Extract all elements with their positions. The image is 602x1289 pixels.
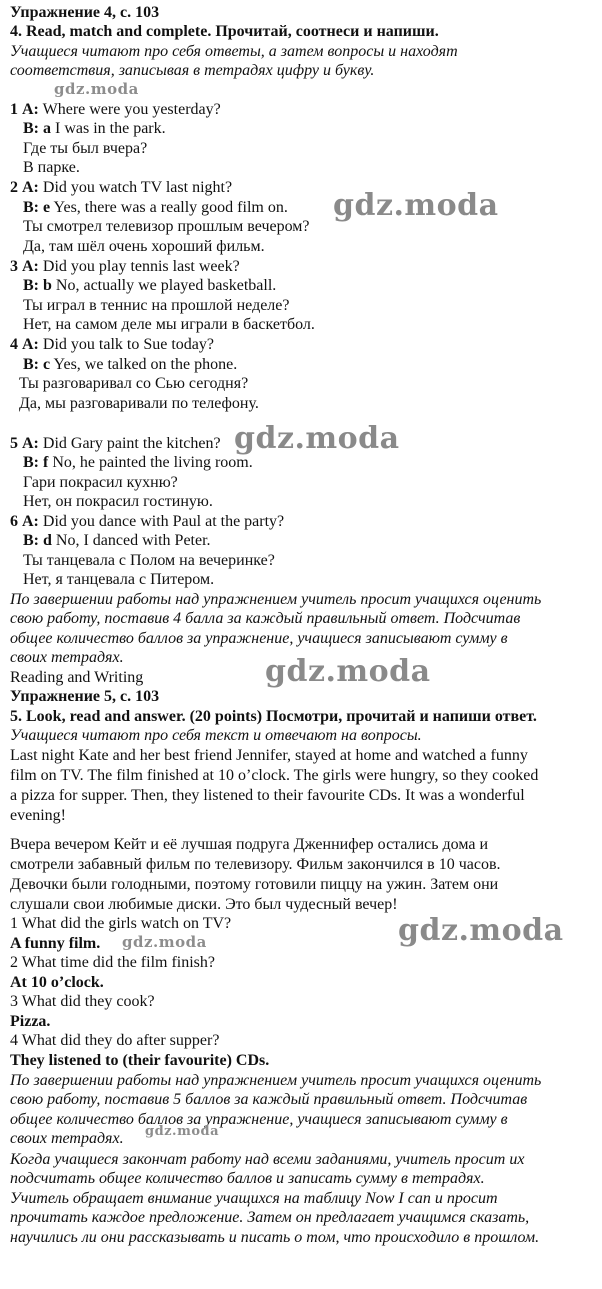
watermark: gdz.moda <box>234 421 400 456</box>
ex5-closing-line-4: своих тетрадях. <box>10 1130 124 1147</box>
ex5-closing-line-3: общее количество баллов за упражнение, учащиеся записывают сумму в <box>10 1111 508 1128</box>
section-title: Reading and Writing <box>10 669 144 686</box>
ex4-closing-line-2: свою работу, поставив 4 балла за каждый правильный ответ. Подсчитав <box>10 610 521 627</box>
question-text: Where were you yesterday? <box>42 101 221 118</box>
answer-letter: d <box>43 532 52 549</box>
item-number: 1 <box>10 101 18 118</box>
final-line-2: подсчитать общее количество баллов и записать сумму в тетрадях. <box>10 1170 485 1187</box>
item-1-answer: B: a I was in the park. <box>23 120 166 137</box>
ex4-closing-line-3: общее количество баллов за упражнение, учащиеся записывают сумму в <box>10 630 508 647</box>
ex5-closing-line-2: свою работу, поставив 5 баллов за каждый правильный ответ. Подсчитав <box>10 1091 528 1108</box>
item-3-question-ru: Ты играл в теннис на прошлой неделе? <box>23 297 290 314</box>
ex4-closing-line-1: По завершении работы над упражнением учитель просит учащихся оценить <box>10 591 542 608</box>
item-4-answer: B: c Yes, we talked on the phone. <box>23 356 238 373</box>
item-6-answer-ru: Нет, я танцевала с Питером. <box>23 571 215 588</box>
qa-question-4: 4 What did they do after supper? <box>10 1032 220 1049</box>
final-line-1: Когда учащиеся закончат работу над всеми заданиями, учитель просит их <box>10 1151 525 1168</box>
question-text: Did you watch TV last night? <box>42 179 233 196</box>
watermark: gdz.moda <box>122 933 207 951</box>
item-4-question-ru: Ты разговаривал со Сью сегодня? <box>19 375 249 392</box>
qa-answer-4: They listened to (their favourite) CDs. <box>10 1052 270 1069</box>
answer-text: Yes, we talked on the phone. <box>53 356 238 373</box>
item-5-question: 5 A: Did Gary paint the kitchen? <box>10 435 221 452</box>
item-number: 2 <box>10 179 18 196</box>
qa-question-1: 1 What did the girls watch on TV? <box>10 915 232 932</box>
text-en-line-3: a pizza for supper. Then, they listened to their favourite CDs. It was a wonderful <box>10 787 525 804</box>
answer-text: No, I danced with Peter. <box>55 532 211 549</box>
final-line-4: прочитать каждое предложение. Затем он предлагает учащимся сказать, <box>10 1209 530 1226</box>
final-line-5: научились ли они рассказывать и писать о том, что происходило в прошлом. <box>10 1229 540 1246</box>
ex5-heading: Упражнение 5, с. 103 <box>10 688 160 705</box>
answer-letter: a <box>43 120 51 137</box>
item-5-answer: B: f No, he painted the living room. <box>23 454 253 471</box>
ex5-closing-line-1: По завершении работы над упражнением учитель просит учащихся оценить <box>10 1072 542 1089</box>
text-ru-line-2: смотрели забавный фильм по телевизору. Фильм закончился в 10 часов. <box>10 856 501 873</box>
item-2-question-ru: Ты смотрел телевизор прошлым вечером? <box>23 218 310 235</box>
final-line-3: Учитель обращает внимание учащихся на таблицу Now I can и просит <box>10 1190 498 1207</box>
qa-answer-2: At 10 o’clock. <box>10 974 104 991</box>
answer-text: Yes, there was a really good film on. <box>53 199 288 216</box>
item-5-answer-ru: Нет, он покрасил гостиную. <box>23 493 213 510</box>
watermark: gdz.moda <box>54 80 139 98</box>
item-3-answer: B: b No, actually we played basketball. <box>23 277 277 294</box>
item-6-answer: B: d No, I danced with Peter. <box>23 532 211 549</box>
item-number: 4 <box>10 336 18 353</box>
qa-answer-3: Pizza. <box>10 1013 51 1030</box>
ex4-task: 4. Read, match and complete. Прочитай, соотнеси и напиши. <box>10 23 439 40</box>
item-1-answer-ru: В парке. <box>23 159 80 176</box>
ex4-instruction-line-2: соответствия, записывая в тетрадях цифру и букву. <box>10 62 375 79</box>
answer-text: No, he painted the living room. <box>52 454 253 471</box>
answer-letter: c <box>43 356 51 373</box>
ex5-task: 5. Look, read and answer. (20 points) Посмотри, прочитай и напиши ответ. <box>10 708 537 725</box>
item-number: 3 <box>10 258 18 275</box>
qa-question-3: 3 What did they cook? <box>10 993 155 1010</box>
ex4-instruction-line-1: Учащиеся читают про себя ответы, а затем вопросы и находят <box>10 43 458 60</box>
text-ru-line-3: Девочки были голодными, поэтому готовили пиццу на ужин. Затем они <box>10 876 499 893</box>
ex4-closing-line-4: своих тетрадях. <box>10 649 124 666</box>
text-ru-line-1: Вчера вечером Кейт и её лучшая подруга Дженнифер остались дома и <box>10 836 489 853</box>
watermark: gdz.moda <box>333 188 499 223</box>
text-en-line-2: film on TV. The film finished at 10 o’clock. The girls were hungry, so they cooked <box>10 767 539 784</box>
item-2-answer: B: e Yes, there was a really good film on. <box>23 199 288 216</box>
item-3-answer-ru: Нет, на самом деле мы играли в баскетбол. <box>23 316 315 333</box>
watermark: gdz.moda <box>265 654 431 689</box>
ex4-heading: Упражнение 4, с. 103 <box>10 4 160 21</box>
item-number: 6 <box>10 513 18 530</box>
ex5-instruction: Учащиеся читают про себя текст и отвечают на вопросы. <box>10 727 422 744</box>
item-1-question: 1 A: Where were you yesterday? <box>10 101 221 118</box>
item-4-question: 4 A: Did you talk to Sue today? <box>10 336 214 353</box>
item-3-question: 3 A: Did you play tennis last week? <box>10 258 240 275</box>
question-text: Did you talk to Sue today? <box>42 336 214 353</box>
item-2-question: 2 A: Did you watch TV last night? <box>10 179 233 196</box>
item-1-question-ru: Где ты был вчера? <box>23 140 148 157</box>
answer-letter: b <box>43 277 52 294</box>
question-text: Did you dance with Paul at the party? <box>42 513 285 530</box>
answer-text: I was in the park. <box>55 120 166 137</box>
text-ru-line-4: слушали свои любимые диски. Это был чудесный вечер! <box>10 896 398 913</box>
item-4-answer-ru: Да, мы разговаривали по телефону. <box>19 395 259 412</box>
watermark: gdz.moda <box>145 1124 220 1139</box>
watermark: gdz.moda <box>398 913 564 948</box>
text-en-line-1: Last night Kate and her best friend Jennifer, stayed at home and watched a funny <box>10 747 528 764</box>
question-text: Did you play tennis last week? <box>42 258 240 275</box>
item-5-question-ru: Гари покрасил кухню? <box>23 474 178 491</box>
item-6-question: 6 A: Did you dance with Paul at the party? <box>10 513 285 530</box>
item-number: 5 <box>10 435 18 452</box>
question-text: Did Gary paint the kitchen? <box>42 435 221 452</box>
qa-answer-1: A funny film. <box>10 935 101 952</box>
answer-text: No, actually we played basketball. <box>55 277 277 294</box>
qa-question-2: 2 What time did the film finish? <box>10 954 215 971</box>
answer-letter: e <box>43 199 51 216</box>
item-6-question-ru: Ты танцевала с Полом на вечеринке? <box>23 552 275 569</box>
answer-letter: f <box>43 454 49 471</box>
text-en-line-4: evening! <box>10 807 66 824</box>
item-2-answer-ru: Да, там шёл очень хороший фильм. <box>23 238 265 255</box>
